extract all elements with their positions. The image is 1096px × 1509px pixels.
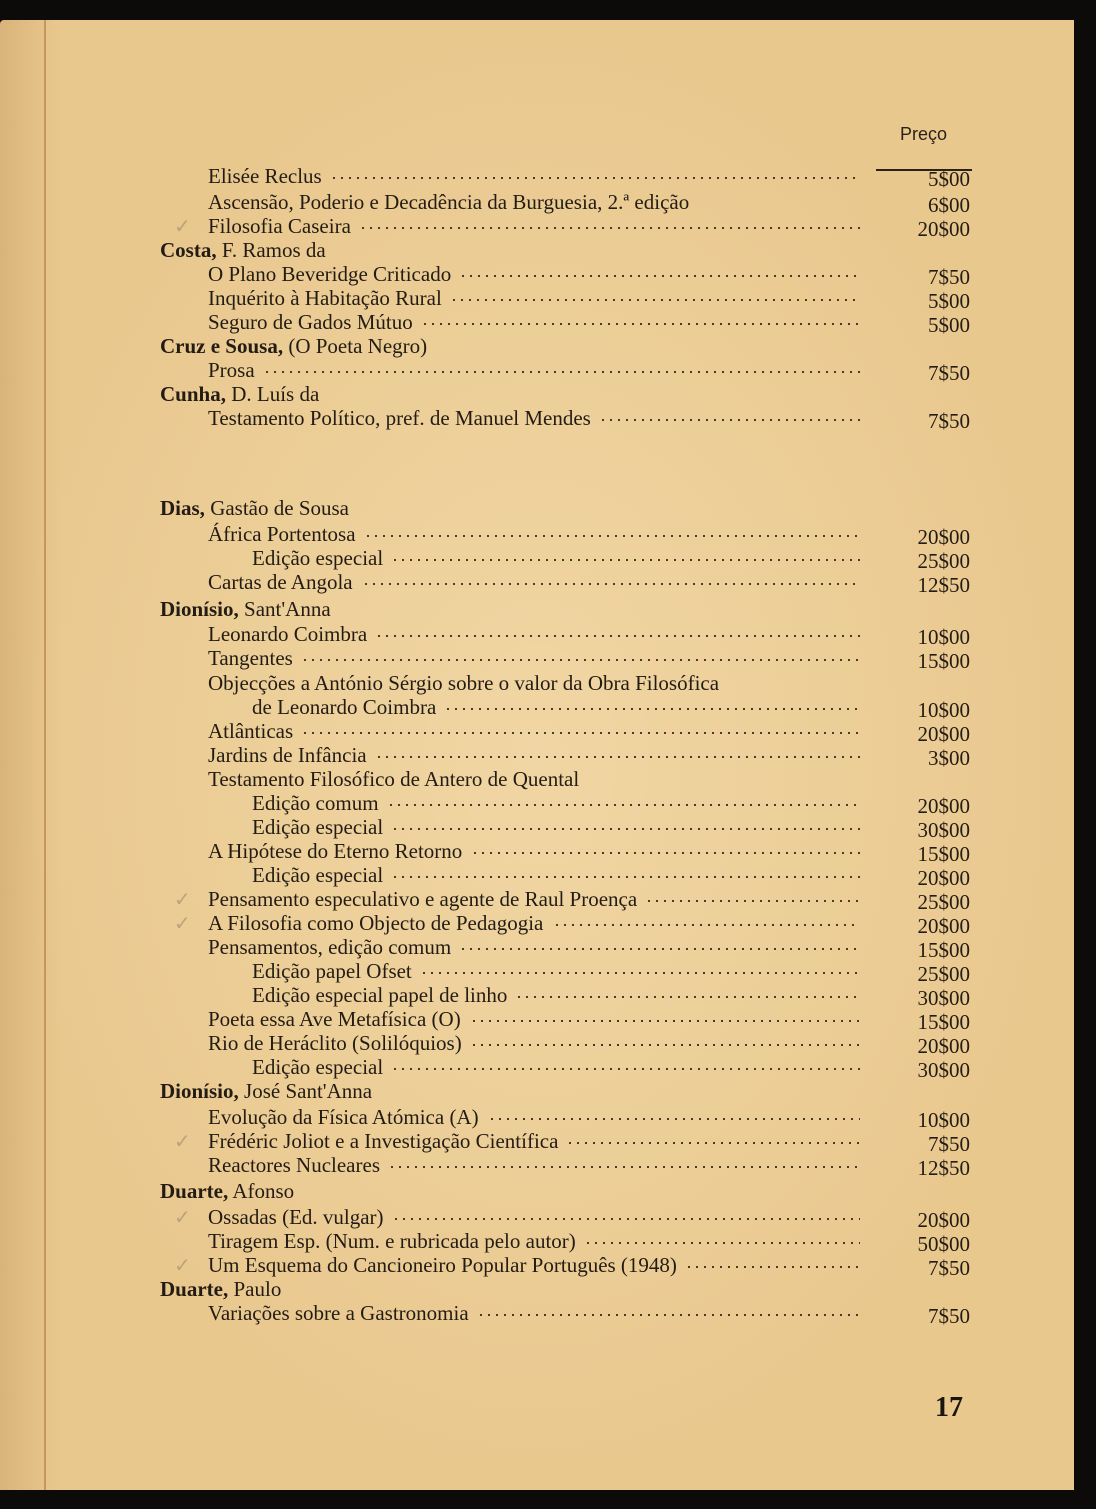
catalog-entry xyxy=(0,406,1000,433)
entry-title: Cartas de Angola xyxy=(208,570,353,594)
entry-title: Elisée Reclus xyxy=(208,164,322,188)
entry-price: 5$00 xyxy=(928,167,970,191)
dot-leader xyxy=(301,732,860,734)
catalog-entry xyxy=(0,164,1000,191)
entry-title: Pensamento especulativo e agente de Raul Proença xyxy=(208,887,638,911)
entry-price: 15$00 xyxy=(917,938,970,962)
dot-leader xyxy=(553,924,860,926)
catalog-entry xyxy=(0,214,1000,241)
checkmark-icon: ✓ xyxy=(174,911,191,935)
author-heading xyxy=(0,597,1000,621)
entry-price: 7$50 xyxy=(928,409,970,433)
entry-price: 10$00 xyxy=(917,1108,970,1132)
entry-title: Edição especial xyxy=(252,815,384,839)
author-heading xyxy=(0,382,1000,406)
catalog-entry xyxy=(0,646,1000,673)
catalog-entry xyxy=(0,1229,1000,1256)
catalog-entry xyxy=(0,791,1000,818)
entry-price: 12$50 xyxy=(917,1156,970,1180)
author-heading xyxy=(0,334,1000,358)
catalog-entry xyxy=(0,863,1000,890)
author-surname: Duarte, xyxy=(160,1179,229,1203)
catalog-entry xyxy=(0,719,1000,746)
dot-leader xyxy=(459,948,860,950)
author-given-name: (O Poeta Negro) xyxy=(283,334,428,358)
entry-price: 15$00 xyxy=(917,649,970,673)
dot-leader xyxy=(330,177,860,179)
catalog-entry xyxy=(0,911,1000,938)
entry-title: A Hipótese do Eterno Retorno xyxy=(208,839,463,863)
entry-price: 10$00 xyxy=(917,625,970,649)
dot-leader xyxy=(566,1142,860,1144)
dot-leader xyxy=(420,972,860,974)
catalog-entry xyxy=(0,815,1000,842)
author-given-name: D. Luís da xyxy=(225,382,320,406)
dot-leader xyxy=(645,900,860,902)
catalog-entry xyxy=(0,286,1000,313)
dot-leader xyxy=(364,535,860,537)
author-heading xyxy=(0,496,1000,520)
dot-leader xyxy=(450,299,860,301)
entry-title: O Plano Beveridge Criticado xyxy=(208,262,452,286)
checkmark-icon: ✓ xyxy=(174,887,191,911)
catalog-entry xyxy=(0,262,1000,289)
entry-title: Edição especial xyxy=(252,1055,384,1079)
author-given-name: José Sant'Anna xyxy=(238,1079,373,1103)
entry-price: 50$00 xyxy=(917,1232,970,1256)
page-number: 17 xyxy=(935,1392,963,1423)
catalog-entry xyxy=(0,887,1000,914)
entry-title: Jardins de Infância xyxy=(208,743,367,767)
dot-leader xyxy=(459,275,860,277)
dot-leader xyxy=(685,1266,860,1268)
entry-price: 25$00 xyxy=(917,890,970,914)
entry-price: 3$00 xyxy=(928,746,970,770)
dot-leader xyxy=(362,583,860,585)
entry-price: 20$00 xyxy=(917,525,970,549)
checkmark-icon: ✓ xyxy=(174,1253,191,1277)
catalog-entry xyxy=(0,695,1000,722)
dot-leader xyxy=(391,559,860,561)
entry-title: Edição especial xyxy=(252,546,384,570)
dot-leader xyxy=(388,1166,860,1168)
dot-leader xyxy=(391,876,860,878)
catalog-entry xyxy=(0,310,1000,337)
catalog-entry xyxy=(0,622,1000,649)
entry-title: Poeta essa Ave Metafísica (O) xyxy=(208,1007,461,1031)
entry-title: Testamento Político, pref. de Manuel Mendes xyxy=(208,406,591,430)
entry-title: A Filosofia como Objecto de Pedagogia xyxy=(208,911,544,935)
author-heading xyxy=(0,238,1000,262)
catalog-entry xyxy=(0,983,1000,1010)
dot-leader xyxy=(391,828,860,830)
catalog-entry xyxy=(0,1007,1000,1034)
catalog-entry xyxy=(0,1031,1000,1058)
entry-title: Pensamentos, edição comum xyxy=(208,935,452,959)
catalog-entry xyxy=(0,1129,1000,1156)
entry-title: Tangentes xyxy=(208,646,293,670)
catalog-page xyxy=(0,20,1074,1490)
catalog-entry xyxy=(0,1055,1000,1082)
entry-title: Edição papel Ofset xyxy=(252,959,412,983)
entry-price: 7$50 xyxy=(928,1256,970,1280)
entry-title: Objecções a António Sérgio sobre o valor da Obra Filosófica xyxy=(208,671,720,695)
entry-title: Edição especial papel de linho xyxy=(252,983,508,1007)
dot-leader xyxy=(359,227,860,229)
entry-price: 15$00 xyxy=(917,1010,970,1034)
entry-title: Tiragem Esp. (Num. e rubricada pelo autor) xyxy=(208,1229,576,1253)
entry-title: Edição comum xyxy=(252,791,379,815)
entry-price: 20$00 xyxy=(917,914,970,938)
entry-title: Filosofia Caseira xyxy=(208,214,351,238)
entry-price: 25$00 xyxy=(917,549,970,573)
entry-price: 30$00 xyxy=(917,818,970,842)
author-surname: Costa, xyxy=(160,238,217,262)
entry-title: Variações sobre a Gastronomia xyxy=(208,1301,469,1325)
author-given-name: Afonso xyxy=(228,1179,295,1203)
entry-price: 20$00 xyxy=(917,1208,970,1232)
entry-price: 20$00 xyxy=(917,217,970,241)
dot-leader xyxy=(301,659,860,661)
entry-title: África Portentosa xyxy=(208,522,356,546)
dot-leader xyxy=(515,996,860,998)
author-surname: Dionísio, xyxy=(160,597,239,621)
entry-title: Inquérito à Habitação Rural xyxy=(208,286,442,310)
catalog-entry xyxy=(0,1153,1000,1180)
dot-leader xyxy=(470,1044,860,1046)
author-surname: Dionísio, xyxy=(160,1079,239,1103)
dot-leader xyxy=(599,419,860,421)
checkmark-icon: ✓ xyxy=(174,214,191,238)
entry-title: Reactores Nucleares xyxy=(208,1153,380,1177)
entry-price: 20$00 xyxy=(917,722,970,746)
entry-title: Ascensão, Poderio e Decadência da Burguesia, 2.ª edição xyxy=(208,190,690,214)
entry-title: Um Esquema do Cancioneiro Popular Português (1948) xyxy=(208,1253,677,1277)
catalog-entry xyxy=(0,1253,1000,1280)
author-surname: Duarte, xyxy=(160,1277,229,1301)
catalog-entry xyxy=(0,190,1000,217)
entry-price: 30$00 xyxy=(917,1058,970,1082)
dot-leader xyxy=(584,1242,860,1244)
catalog-entry xyxy=(0,743,1000,770)
catalog-entry xyxy=(0,671,1000,695)
author-given-name: Gastão de Sousa xyxy=(204,496,349,520)
catalog-entry xyxy=(0,935,1000,962)
entry-price: 7$50 xyxy=(928,361,970,385)
catalog-entry xyxy=(0,358,1000,385)
entry-title: Frédéric Joliot e a Investigação Científica xyxy=(208,1129,559,1153)
entry-price: 20$00 xyxy=(917,1034,970,1058)
catalog-entry xyxy=(0,546,1000,573)
dot-leader xyxy=(477,1314,860,1316)
catalog-entry xyxy=(0,570,1000,597)
entry-price: 6$00 xyxy=(928,193,970,217)
entry-price: 7$50 xyxy=(928,1132,970,1156)
author-surname: Cunha, xyxy=(160,382,226,406)
entry-title: Prosa xyxy=(208,358,255,382)
entry-price: 12$50 xyxy=(917,573,970,597)
entry-title: Ossadas (Ed. vulgar) xyxy=(208,1205,384,1229)
author-heading xyxy=(0,1179,1000,1203)
entry-price: 20$00 xyxy=(917,866,970,890)
entry-price: 15$00 xyxy=(917,842,970,866)
dot-leader xyxy=(392,1218,860,1220)
dot-leader xyxy=(375,756,860,758)
author-given-name: Sant'Anna xyxy=(238,597,331,621)
checkmark-icon: ✓ xyxy=(174,1205,191,1229)
catalog-entry xyxy=(0,1205,1000,1232)
catalog-entry xyxy=(0,522,1000,549)
entry-price: 5$00 xyxy=(928,313,970,337)
checkmark-icon: ✓ xyxy=(174,1129,191,1153)
entry-price: 7$50 xyxy=(928,265,970,289)
catalog-entry xyxy=(0,839,1000,866)
dot-leader xyxy=(470,1020,860,1022)
dot-leader xyxy=(391,1068,860,1070)
entry-price: 30$00 xyxy=(917,986,970,1010)
entry-title: Rio de Heráclito (Solilóquios) xyxy=(208,1031,462,1055)
entry-title: Seguro de Gados Mútuo xyxy=(208,310,413,334)
author-given-name: Paulo xyxy=(228,1277,282,1301)
dot-leader xyxy=(375,635,860,637)
entry-title: Testamento Filosófico de Antero de Quental xyxy=(208,767,580,791)
entry-price: 5$00 xyxy=(928,289,970,313)
author-surname: Cruz e Sousa, xyxy=(160,334,284,358)
entry-title: Leonardo Coimbra xyxy=(208,622,368,646)
catalog-entry xyxy=(0,959,1000,986)
entry-price: 7$50 xyxy=(928,1304,970,1328)
dot-leader xyxy=(387,804,860,806)
entry-title: Evolução da Física Atómica (A) xyxy=(208,1105,479,1129)
entry-title: Atlânticas xyxy=(208,719,294,743)
catalog-entry xyxy=(0,1301,1000,1328)
entry-title: Edição especial xyxy=(252,863,384,887)
author-surname: Dias, xyxy=(160,496,205,520)
entry-price: 10$00 xyxy=(917,698,970,722)
catalog-entry xyxy=(0,1105,1000,1132)
author-given-name: F. Ramos da xyxy=(216,238,326,262)
dot-leader xyxy=(421,323,860,325)
author-heading xyxy=(0,1079,1000,1103)
entry-price: 20$00 xyxy=(917,794,970,818)
dot-leader xyxy=(263,371,860,373)
author-heading xyxy=(0,1277,1000,1301)
catalog-entry xyxy=(0,767,1000,791)
entry-price: 25$00 xyxy=(917,962,970,986)
dot-leader xyxy=(444,708,860,710)
entry-title: de Leonardo Coimbra xyxy=(252,695,437,719)
dot-leader xyxy=(471,852,860,854)
price-column-header: Preço xyxy=(900,124,948,144)
dot-leader xyxy=(488,1118,860,1120)
